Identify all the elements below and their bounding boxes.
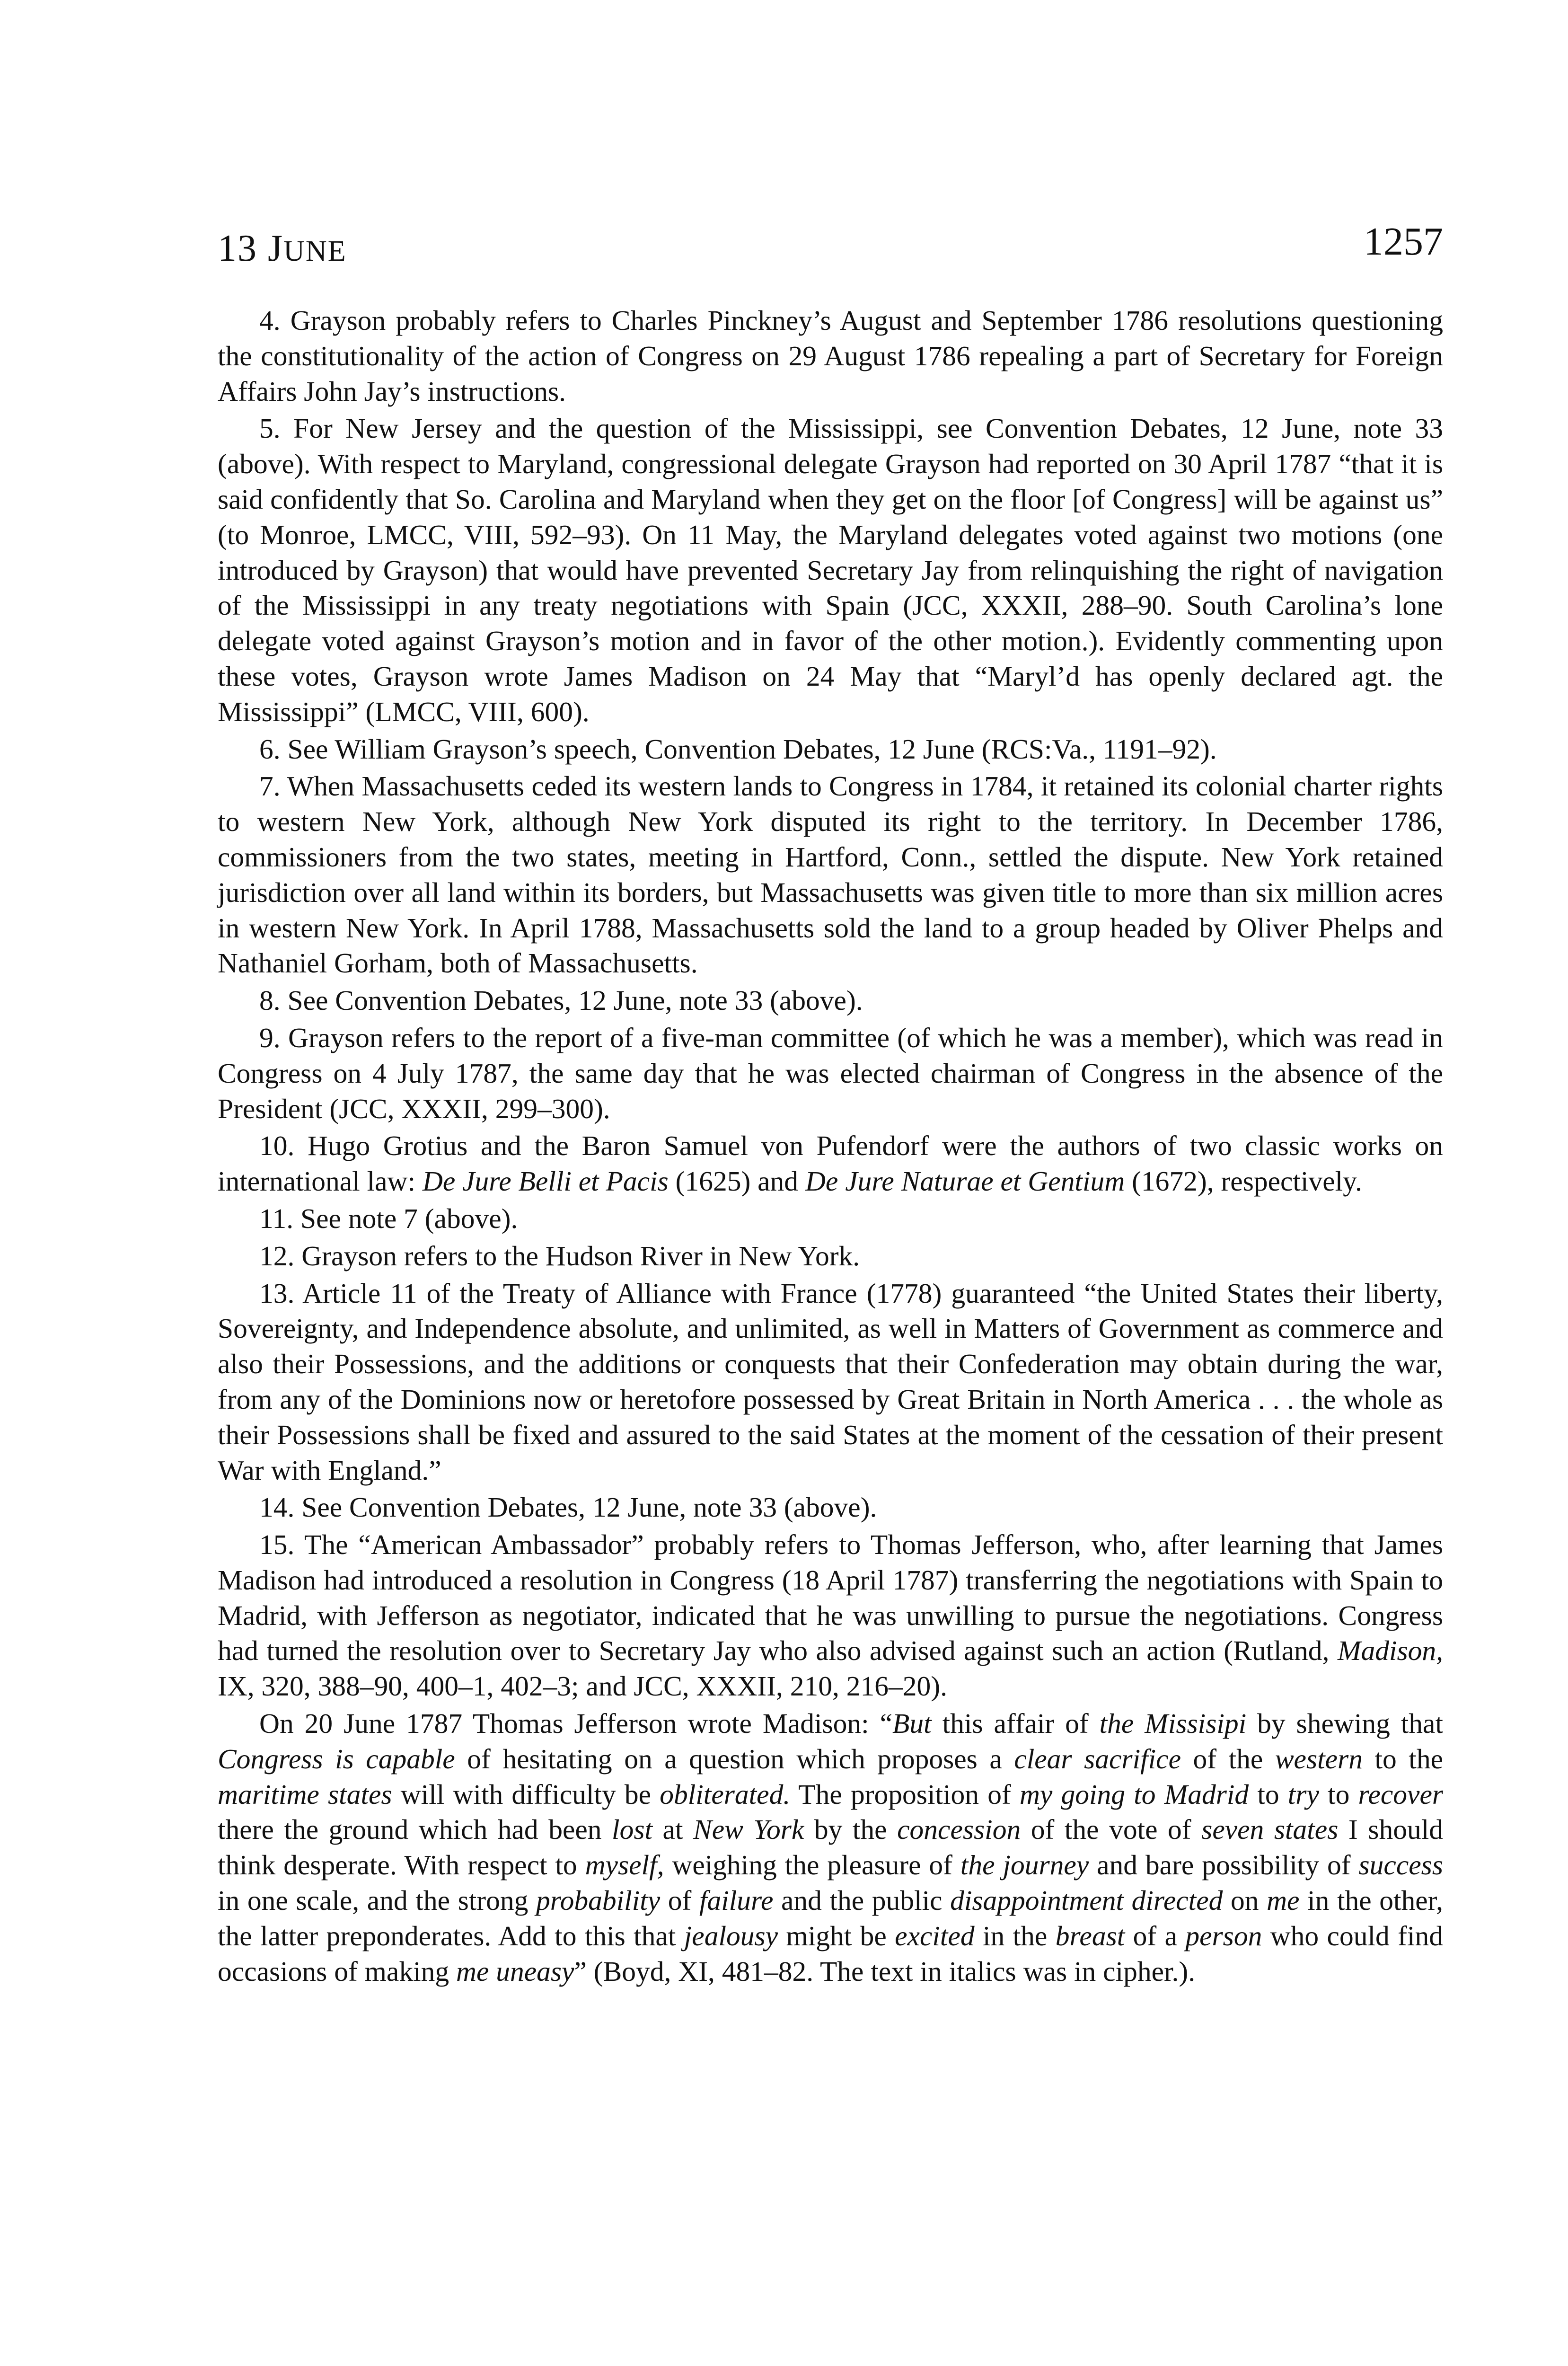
section-title-number: 13 [218, 228, 268, 269]
endnote-text: 11. See note 7 (above). [259, 1202, 518, 1234]
cipher-text: try [1287, 1778, 1319, 1810]
book-title: De Jure Naturae et Gentium [805, 1165, 1125, 1197]
text-run: weighing the pleasure of [664, 1849, 960, 1881]
cipher-text: success [1358, 1849, 1443, 1881]
cipher-text: But [892, 1708, 932, 1739]
endnote-13 [218, 1276, 1443, 1488]
text-run: in the [974, 1920, 1056, 1951]
cipher-text: recover [1358, 1778, 1444, 1810]
cipher-text: New York [693, 1814, 804, 1845]
running-head [218, 222, 1443, 274]
cipher-text: disappointment directed [950, 1885, 1223, 1916]
cipher-text: the journey [960, 1849, 1089, 1881]
endnote-9 [218, 1020, 1443, 1126]
text-run: to [1249, 1778, 1288, 1810]
text-run: who could find occasions of making [218, 1920, 1443, 1987]
cipher-text: myself, [585, 1849, 664, 1881]
text-run: by shewing that [1246, 1708, 1444, 1739]
text-run: The proposition of [790, 1778, 1020, 1810]
endnote-text: 15. The “American Ambassador” probably refers to Thomas Jefferson, who, after learning that James Madison had introduced a resolution in Congress (18 April 1787) transferring the negotiations with Spain to Madrid, with Jefferson as negotiator, indicated that he was unwilling to pursue the negotiations. Congress had turned the resolution over to Secretary Jay who also advised against such an action (Rutland, [218, 1529, 1443, 1667]
endnote-15 [218, 1527, 1443, 1704]
cipher-text: the Missisipi [1099, 1708, 1247, 1739]
text-run: might be [778, 1920, 895, 1951]
text-run: of a [1125, 1920, 1186, 1951]
text-run: On 20 June 1787 Thomas Jefferson wrote Madison: “ [259, 1708, 893, 1739]
endnote-8 [218, 983, 1443, 1018]
page-number: 1257 [1364, 220, 1443, 264]
text-run: and bare possibility of [1089, 1849, 1359, 1881]
endnote-text: 4. Grayson probably refers to Charles Pinckney’s August and September 1786 resolutions questioning the constitutionality of the action of Congress on 29 August 1786 repealing a part of Secretary for Foreign Affairs John Jay’s instructions. [218, 305, 1443, 407]
cipher-text: Congress is capable [218, 1743, 455, 1774]
text-run: of [660, 1885, 699, 1916]
text-run: on [1223, 1885, 1267, 1916]
book-title: Madison, [1337, 1635, 1443, 1667]
text-run: of the [1180, 1743, 1275, 1774]
endnote-14 [218, 1490, 1443, 1525]
cipher-text: clear sacrifice [1014, 1743, 1181, 1774]
cipher-text: breast [1055, 1920, 1125, 1951]
cipher-text: western [1275, 1743, 1363, 1774]
cipher-text: lost [612, 1814, 653, 1845]
cipher-text: person [1185, 1920, 1262, 1951]
endnote-text: 8. See Convention Debates, 12 June, note 33 (above). [259, 985, 863, 1016]
cipher-text: concession [897, 1814, 1021, 1845]
text-run: I should think desperate. With respect to [218, 1814, 1443, 1881]
cipher-text: me [1267, 1885, 1300, 1916]
text-run: in the other, the latter preponderates. Add to this that [218, 1885, 1443, 1951]
cipher-text: my going to Madrid [1019, 1778, 1249, 1810]
text-run: in one scale, and the strong [218, 1885, 536, 1916]
text-run: to the [1362, 1743, 1443, 1774]
section-title-month: JUNE [268, 228, 347, 269]
cipher-paragraph [218, 1706, 1443, 1989]
cipher-text: jealousy [684, 1920, 778, 1951]
cipher-text: failure [699, 1885, 774, 1916]
text-run: to [1319, 1778, 1358, 1810]
text-run: and the public [773, 1885, 951, 1916]
endnote-text: 7. When Massachusetts ceded its western lands to Congress in 1784, it retained its colonial charter rights to western New York, although New York disputed its right to the territory. In December 1786, commissioners from the two states, meeting in Hartford, Conn., settled the dispute. New York retained jurisdiction over all land within its borders, but Massachusetts was given title to more than six million acres in western New York. In April 1788, Massachusetts sold the land to a group headed by Oliver Phelps and Nathaniel Gorham, both of Massachusetts. [218, 770, 1443, 979]
endnote-text: (1625) and [668, 1165, 805, 1197]
endnote-text: 9. Grayson refers to the report of a five-man committee (of which he was a member), which was read in Congress on 4 July 1787, the same day that he was elected chairman of Congress in the absence of the President (JCC, XXXII, 299–300). [218, 1022, 1443, 1124]
endnote-text: 6. See William Grayson’s speech, Convention Debates, 12 June (RCS:Va., 1191–92). [259, 733, 1217, 765]
endnote-text: 12. Grayson refers to the Hudson River in New York. [259, 1240, 860, 1271]
cipher-text: probability [536, 1885, 661, 1916]
book-title: De Jure Belli et Pacis [422, 1165, 669, 1197]
endnotes [218, 303, 1443, 1989]
cipher-text: obliterated. [660, 1778, 791, 1810]
text-run: ” (Boyd, XI, 481–82. The text in italics was in cipher.). [574, 1955, 1196, 1987]
text-run: will with difficulty be [392, 1778, 660, 1810]
endnote-12 [218, 1238, 1443, 1274]
endnote-text: 10. Hugo Grotius and the Baron Samuel von Pufendorf were the authors of two classic works on international law: [218, 1130, 1443, 1197]
cipher-text: me uneasy [456, 1955, 574, 1987]
section-title [218, 222, 347, 277]
endnote-text: 13. Article 11 of the Treaty of Alliance with France (1778) guaranteed “the United States their liberty, Sovereignty, and Independence absolute, and unlimited, as well in Matters of Government as commerce and also their Possessions, and the additions or conquests that their Confederation may obtain during the war, from any of the Dominions now or heretofore possessed by Great Britain in North America . . . the whole as their Possessions shall be fixed and assured to the said States at the moment of the cessation of their present War with England.” [218, 1277, 1443, 1486]
text-run: this affair of [931, 1708, 1100, 1739]
endnote-11 [218, 1201, 1443, 1236]
endnote-7 [218, 768, 1443, 981]
endnote-text: (1672), respectively. [1125, 1165, 1362, 1197]
endnote-text: IX, 320, 388–90, 400–1, 402–3; and JCC, XXXII, 210, 216–20). [218, 1670, 947, 1702]
cipher-text: seven states [1201, 1814, 1339, 1845]
endnote-4 [218, 303, 1443, 409]
endnote-5 [218, 411, 1443, 729]
text-run: there the ground which had been [218, 1814, 612, 1845]
text-run: by the [804, 1814, 898, 1845]
endnote-6 [218, 732, 1443, 767]
text-run: at [652, 1814, 694, 1845]
endnote-10 [218, 1128, 1443, 1199]
endnote-text: 5. For New Jersey and the question of the Mississippi, see Convention Debates, 12 June, note 33 (above). With respect to Maryland, congressional delegate Grayson had reported on 30 April 1787 “that it is said confidently that So. Carolina and Maryland when they get on the floor [of Congress] will be against us” (to Monroe, LMCC, VIII, 592–93). On 11 May, the Maryland delegates voted against two motions (one introduced by Grayson) that would have prevented Secretary Jay from relinquishing the right of navigation of the Mississippi in any treaty negotiations with Spain (JCC, XXXII, 288–90. South Carolina’s lone delegate voted against Grayson’s motion and in favor of the other motion.). Evidently commenting upon these votes, Grayson wrote James Madison on 24 May that “Maryl’d has openly declared agt. the Mississippi” (LMCC, VIII, 600). [218, 413, 1443, 727]
text-run: of hesitating on a question which proposes a [455, 1743, 1014, 1774]
endnote-text: 14. See Convention Debates, 12 June, note 33 (above). [259, 1492, 877, 1523]
cipher-text: maritime states [218, 1778, 392, 1810]
text-run: of the vote of [1021, 1814, 1202, 1845]
cipher-text: excited [895, 1920, 975, 1951]
